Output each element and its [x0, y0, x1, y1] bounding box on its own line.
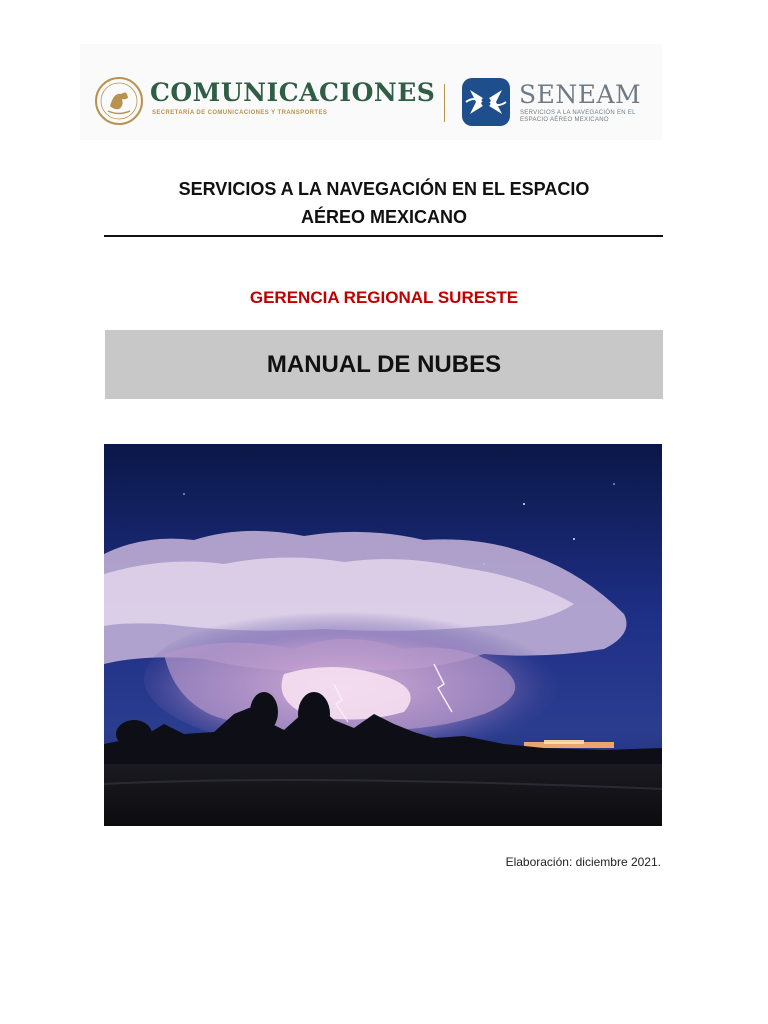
header-logos: [80, 44, 662, 140]
logo-divider: [444, 84, 445, 122]
thunderstorm-night-sky-image: [104, 444, 662, 826]
comunicaciones-logo-title: COMUNICACIONES: [150, 78, 436, 107]
seneam-emblem-icon: [460, 76, 512, 128]
organization-heading-line2: AÉREO MEXICANO: [300, 207, 468, 227]
elaboration-date: Elaboración: diciembre 2021.: [505, 855, 661, 869]
seneam-logo-title: SENEAM: [519, 80, 642, 109]
seneam-logo-subtitle: SERVICIOS A LA NAVEGACIÓN EN EL ESPACIO AÉREO MEXICANO: [520, 110, 636, 123]
heading-underline: [104, 235, 663, 237]
organization-heading-line1: SERVICIOS A LA NAVEGACIÓN EN EL ESPACIO: [178, 179, 590, 199]
manual-title-box: [105, 330, 663, 399]
regional-office-title: GERENCIA REGIONAL SURESTE: [249, 288, 519, 307]
organization-heading: [104, 175, 664, 231]
manual-title: MANUAL DE NUBES: [266, 350, 502, 378]
comunicaciones-logo-subtitle: SECRETARÍA DE COMUNICACIONES Y TRANSPORTES: [152, 110, 328, 116]
mexico-seal-icon: [94, 76, 144, 126]
